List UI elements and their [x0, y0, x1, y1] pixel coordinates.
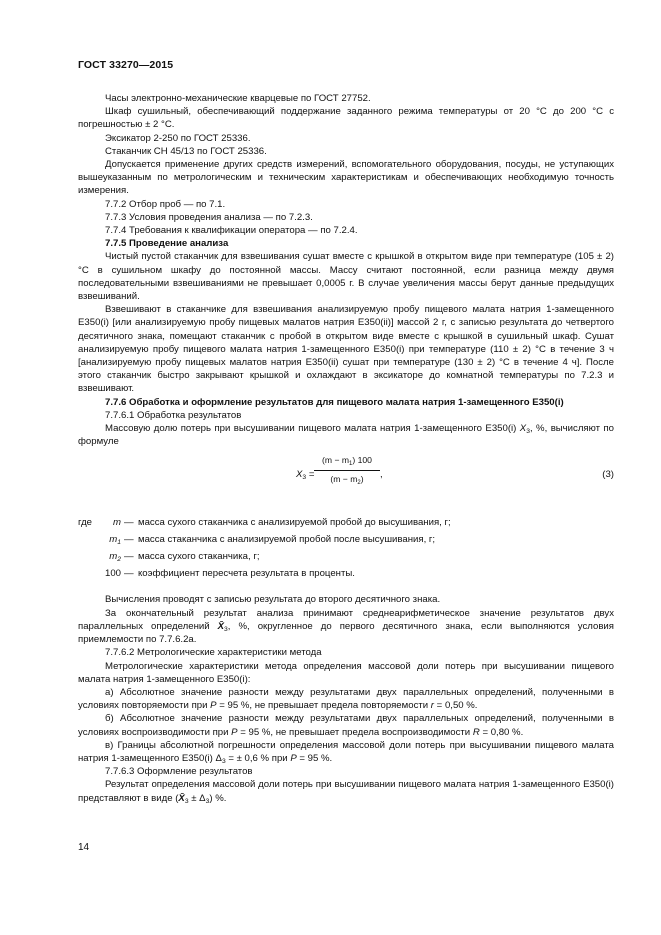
- definitions-list: [78, 516, 614, 584]
- document-header: ГОСТ 33270—2015: [78, 59, 174, 71]
- formula-lhs: $X_3$ =: [296, 469, 315, 482]
- section-heading: 7.7.3 Условия проведения анализа — по 7.2.3.: [105, 211, 313, 223]
- paragraph: Эксикатор 2-250 по ГОСТ 25336.: [105, 132, 251, 144]
- paragraph: в) Границы абсолютной погрешности определения массовой доли потерь при высушивании пищевого малата натрия 1-замещенного Е350(i) $\Delta_3$ = ± 0,6 % при P = 95 %.: [78, 739, 614, 765]
- section-heading: 7.7.4 Требования к квалификации оператора — по 7.2.4.: [105, 225, 358, 237]
- paragraph: Часы электронно-механические кварцевые по ГОСТ 27752.: [105, 93, 371, 104]
- definition-item: $m_1$ — масса стаканчика с анализируемой пробой после высушивания, г;: [109, 534, 436, 547]
- paragraph: б) Абсолютное значение разности между результатами двух параллельных определений, полученными в условиях воспроизводимости при P = 95 %, не превышает предела воспроизводимости R = 0,80 %.: [78, 713, 614, 738]
- definition-item: где m — масса сухого стаканчика с анализируемой пробой до высушивания, г;: [78, 517, 451, 529]
- section-heading: 7.7.6.3 Оформление результатов: [105, 766, 253, 778]
- paragraph: Массовую долю потерь при высушивании пищевого малата натрия 1-замещенного Е350(i) $X_3$, %, вычисляют по формуле: [78, 423, 614, 448]
- document-body: [78, 92, 614, 805]
- paragraph: За окончательный результат анализа принимают среднеарифметическое значение результатов двух параллельных определений $X̄_3$, %, округленное до первого десятичного знака, если выполняются условия приемлемости по 7.7.6.2а.: [78, 607, 614, 646]
- section-heading: 7.7.6.2 Метрологические характеристики метода: [105, 647, 322, 659]
- section-heading: 7.7.6.1 Обработка результатов: [105, 409, 242, 421]
- formula-fraction: [314, 454, 380, 485]
- paragraph: а) Абсолютное значение разности между результатами двух параллельных определений, полученными в условиях повторяемости при P = 95 %, не превышает предела повторяемости r = 0,50 %.: [78, 686, 614, 712]
- paragraph: Допускается применение других средств измерений, вспомогательного оборудования, посуды, не уступающих вышеуказанным по метрологическим и техническим характеристикам и обеспечивающих необходимую точность измерения.: [78, 159, 614, 197]
- formula: $X_3$ = $\frac{(m - m_1) 100}{(m - m_2)}$ , (3): [296, 455, 614, 486]
- formula-numerator: $(m - m_1)$ 100: [314, 454, 380, 470]
- formula-number: (3): [602, 469, 614, 481]
- section-heading: 7.7.2 Отбор проб — по 7.1.: [105, 198, 226, 210]
- page-number: 14: [78, 842, 90, 853]
- definition-item: $m_2$ — масса сухого стаканчика, г;: [109, 551, 260, 564]
- paragraph: Стаканчик СН 45/13 по ГОСТ 25336.: [105, 145, 267, 157]
- paragraph: Чистый пустой стаканчик для взвешивания сушат вместе с крышкой в открытом виде при температуре (105 ± 2) °С в сушильном шкафу до постоянной массы. Массу считают постоянной, если разница между двумя последовательными взвешиваниями не превышает 0,0005 г. В случае увеличения массы берут данные предыдущих взвешиваний.: [78, 251, 614, 303]
- formula-denominator: $(m - m_2)$: [330, 473, 364, 486]
- section-heading: 7.7.5 Проведение анализа: [105, 238, 229, 250]
- paragraph: Результат определения массовой доли потерь при высушивании пищевого малата натрия 1-замещенного Е350(i) представляют в виде $(X̄_3 \pm \Delta_3)$ %.: [78, 779, 614, 805]
- paragraph: Вычисления проводят с записью результата до второго десятичного знака.: [105, 594, 441, 606]
- paragraph: Метрологические характеристики метода определения массовой доли потерь при высушивании пищевого малата натрия 1-замещенного Е350(i):: [78, 660, 614, 685]
- paragraph: Шкаф сушильный, обеспечивающий поддержание заданного режима температуры от 20 °С до 200 °С с погрешностью ± 2 °С.: [78, 106, 614, 131]
- paragraph: Взвешивают в стаканчике для взвешивания анализируемую пробу пищевого малата натрия 1-замещенного Е350(i) [или анализируемую пробу пищевых малатов натрия Е350(ii)] массой 2 г, с записью результата до четвертого десятичного знака, помещают стаканчик с пробой в открытом виде вместе с крышкой в сушильный шкаф. Сушат анализируемую пробу пищевого малата натрия 1-замещенного Е350(i) при температуре (110 ± 2) °С в течение 3 ч [анализируемую пробу пищевых малатов натрия Е350(ii) сушат при температуре (130 ± 2) °С в течение 4 ч]. После этого стаканчик быстро закрывают крышкой и охлаждают в эксикаторе до комнатной температуры по 7.2.3 и взвешивают.: [78, 304, 614, 395]
- section-heading: 7.7.6 Обработка и оформление результатов для пищевого малата натрия 1-замещенного Е350(i): [105, 396, 564, 408]
- definition-item: 100 — коэффициент пересчета результата в проценты.: [104, 568, 355, 580]
